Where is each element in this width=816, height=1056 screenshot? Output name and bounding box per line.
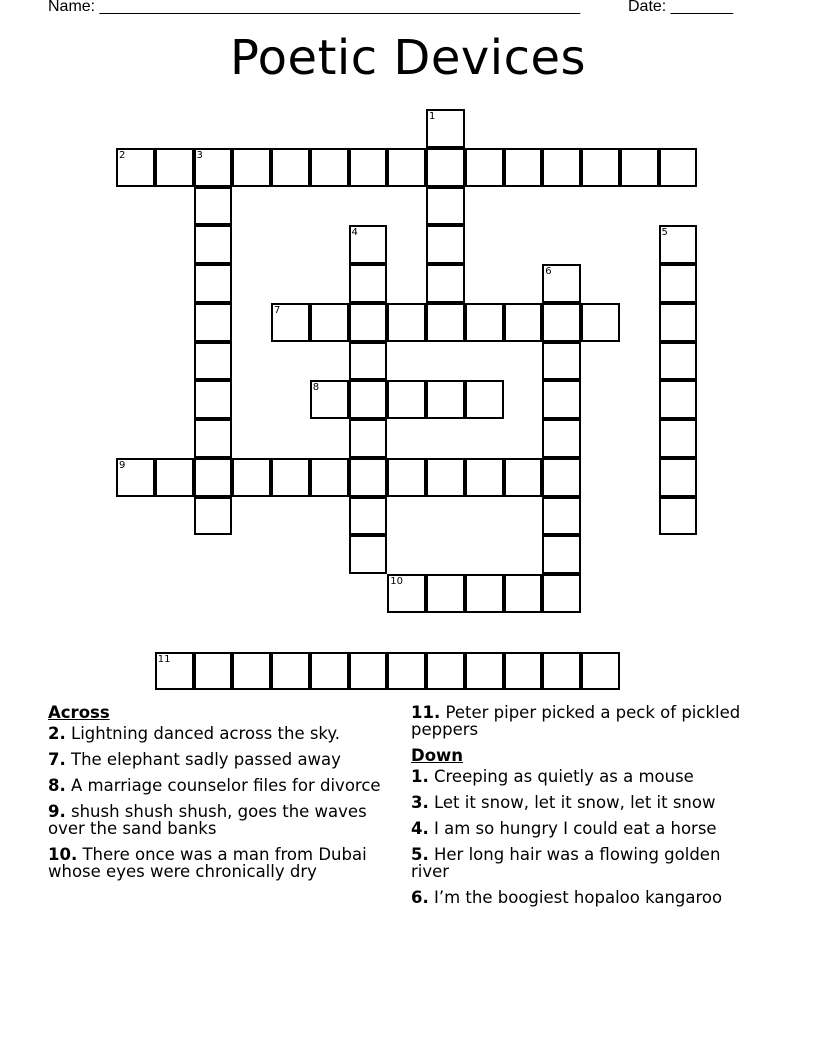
crossword-cell[interactable] [310,380,349,419]
clue-across-8 [48,777,393,794]
crossword-cell[interactable] [194,652,233,691]
crossword-cell[interactable] [387,148,426,187]
page-title: Poetic Devices [229,30,587,86]
crossword-cell[interactable] [542,148,581,187]
clues-column-left [48,704,393,889]
clue-number: 3. [411,793,429,812]
crossword-cell[interactable] [465,303,504,342]
crossword-cell[interactable] [194,148,233,187]
clue-text: Her long hair was a flowing golden river [411,845,721,881]
crossword-cell[interactable] [504,303,543,342]
crossword-cell[interactable] [581,652,620,691]
crossword-cell[interactable] [426,303,465,342]
crossword-cell[interactable] [349,225,388,264]
crossword-cell[interactable] [387,574,426,613]
clue-number: 7. [48,750,66,769]
cell-number: 7 [274,304,281,316]
crossword-cell[interactable] [465,148,504,187]
crossword-cell[interactable] [426,109,465,148]
clue-number: 8. [48,776,66,795]
clue-text: I’m the boogiest hopaloo kangaroo [428,888,723,907]
clue-text: Peter piper picked a peck of pickled peppers [411,703,741,739]
clue-down-4 [411,820,756,837]
crossword-cell[interactable] [271,303,310,342]
crossword-cell[interactable] [542,458,581,497]
clue-number: 10. [48,845,78,864]
crossword-cell[interactable] [232,458,271,497]
crossword-cell[interactable] [504,458,543,497]
crossword-cell[interactable] [349,419,388,458]
crossword-cell[interactable] [659,419,698,458]
clue-text: Creeping as quietly as a mouse [428,767,694,786]
crossword-cell[interactable] [387,458,426,497]
crossword-cell[interactable] [465,458,504,497]
clue-down-6 [411,889,756,906]
crossword-cell[interactable] [542,652,581,691]
crossword-cell[interactable] [659,458,698,497]
clue-down-1 [411,768,756,785]
clue-number: 6. [411,888,429,907]
crossword-cell[interactable] [542,574,581,613]
clue-number: 2. [48,724,66,743]
crossword-cell[interactable] [504,148,543,187]
crossword-cell[interactable] [542,535,581,574]
crossword-cell[interactable] [194,380,233,419]
crossword-cell[interactable] [426,264,465,303]
crossword-cell[interactable] [387,303,426,342]
crossword-cell[interactable] [271,458,310,497]
crossword-cell[interactable] [426,458,465,497]
crossword-cell[interactable] [465,652,504,691]
clue-text: shush shush shush, goes the waves over the sand banks [48,802,367,838]
down-heading: Down [411,746,464,765]
cell-number: 3 [196,149,203,161]
crossword-cell[interactable] [465,380,504,419]
crossword-cell[interactable] [271,652,310,691]
cell-number: 8 [312,382,320,394]
crossword-cell[interactable] [426,148,465,187]
crossword-cell[interactable] [659,264,698,303]
crossword-cell[interactable] [194,419,233,458]
crossword-cell[interactable] [620,148,659,187]
crossword-cell[interactable] [194,225,233,264]
clues-column-right [411,704,756,915]
crossword-cell[interactable] [465,574,504,613]
crossword-cell[interactable] [349,303,388,342]
crossword-cell[interactable] [387,652,426,691]
crossword-cell[interactable] [349,497,388,536]
crossword-cell[interactable] [349,652,388,691]
clue-text: The elephant sadly passed away [65,750,341,769]
crossword-cell[interactable] [659,342,698,381]
crossword-cell[interactable] [387,380,426,419]
crossword-cell[interactable] [426,187,465,226]
crossword-cell[interactable] [116,458,155,497]
clue-text: A marriage counselor files for divorce [65,776,381,795]
crossword-cell[interactable] [155,458,194,497]
crossword-cell[interactable] [194,458,233,497]
cell-number: 1 [429,111,436,122]
clue-number: 1. [411,767,429,786]
crossword-cell[interactable] [581,148,620,187]
crossword-cell[interactable] [155,652,194,691]
cell-number: 2 [119,149,126,161]
clue-across-9 [48,803,393,837]
crossword-cell[interactable] [659,148,698,187]
cell-number: 4 [351,227,358,239]
crossword-cell[interactable] [504,574,543,613]
crossword-cell[interactable] [659,497,698,536]
crossword-cell[interactable] [659,303,698,342]
crossword-cell[interactable] [310,148,349,187]
crossword-cell[interactable] [542,342,581,381]
crossword-cell[interactable] [194,342,233,381]
clue-down-3 [411,794,756,811]
crossword-cell[interactable] [542,303,581,342]
name-field-label: Name: ______________________________________________________ [48,0,581,15]
clue-across-11 [411,704,756,738]
crossword-cell[interactable] [581,303,620,342]
clue-text: Lightning danced across the sky. [65,724,341,743]
cell-number: 11 [157,653,171,665]
clue-number: 9. [48,802,66,821]
crossword-cell[interactable] [426,380,465,419]
crossword-cell[interactable] [310,652,349,691]
crossword-cell[interactable] [542,264,581,303]
crossword-cell[interactable] [310,303,349,342]
crossword-cell[interactable] [349,380,388,419]
cell-number: 6 [545,266,552,277]
across-heading: Across [48,703,110,722]
crossword-cell[interactable] [349,148,388,187]
cell-number: 10 [390,576,403,587]
crossword-cell[interactable] [349,458,388,497]
crossword-cell[interactable] [194,497,233,536]
crossword-cell[interactable] [349,264,388,303]
crossword-cell[interactable] [426,574,465,613]
clue-across-7 [48,751,393,768]
crossword-cell[interactable] [542,497,581,536]
crossword-cell[interactable] [349,342,388,381]
crossword-cell[interactable] [349,535,388,574]
crossword-cell[interactable] [232,148,271,187]
crossword-cell[interactable] [194,187,233,226]
crossword-cell[interactable] [194,264,233,303]
cell-number: 9 [119,459,126,471]
crossword-cell[interactable] [194,303,233,342]
clue-text: Let it snow, let it snow, let it snow [428,793,716,812]
crossword-cell[interactable] [659,225,698,264]
crossword-cell[interactable] [310,458,349,497]
clue-number: 11. [411,703,441,722]
cell-number: 5 [661,227,668,239]
clue-text: I am so hungry I could eat a horse [428,819,717,838]
crossword-cell[interactable] [232,652,271,691]
crossword-cell[interactable] [426,652,465,691]
crossword-cell[interactable] [504,652,543,691]
clue-number: 5. [411,845,429,864]
clue-number: 4. [411,819,429,838]
crossword-cell[interactable] [155,148,194,187]
clue-across-2 [48,725,393,742]
clue-text: There once was a man from Dubai whose eyes were chronically dry [48,845,367,881]
clue-across-10 [48,846,393,880]
crossword-cell[interactable] [659,380,698,419]
crossword-cell[interactable] [542,380,581,419]
crossword-cell[interactable] [271,148,310,187]
crossword-cell[interactable] [426,225,465,264]
crossword-cell[interactable] [542,419,581,458]
clue-down-5 [411,846,756,880]
crossword-cell[interactable] [116,148,155,187]
date-field-label: Date: _______ [628,0,733,15]
